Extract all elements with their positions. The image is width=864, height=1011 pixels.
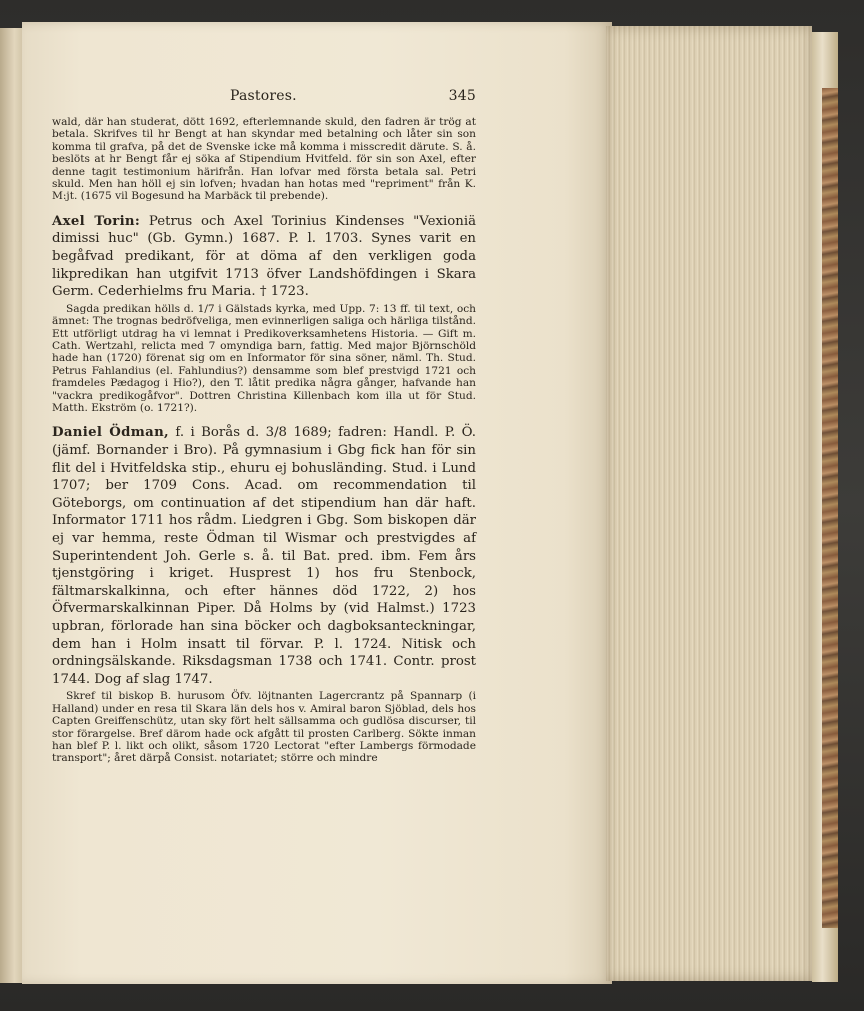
entry-daniel-odman [52, 424, 476, 688]
left-page-edge [0, 28, 24, 983]
entry-name: Daniel Ödman, [52, 425, 169, 441]
page-header [52, 88, 476, 104]
page-stack-edge [606, 26, 812, 981]
page-text [52, 88, 476, 765]
entry-note: Sagda predikan hölls d. 1/7 i Gälstads kyrka, med Upp. 7: 13 ff. til text, och ämnet: The trognas bedröfveliga, men evinnerligen saliga och härliga tilstånd. Ett utförligt utdrag ha vi lemnat i Predikoverksamhetens Historia. — Gift m. Cath. Wertzahl, relicta med 7 omyndiga barn, fattig. Med major Björnschöld hade han (1720) förenat sig om en Informator för sina söner, näml. Th. Stud. Petrus Fahlandius (el. Fahlundius?) densamme som blef prestvigd 1721 och framdeles Pædagog i Hio?), den T. låtit predika några gånger, hafvande han "vackra predikogåfvor". Dottren Christina Killenbach kom illa ut för Stud. Matth. Ekström (o. 1721?). [52, 302, 476, 415]
marbled-cover [822, 88, 838, 928]
entry-axel-torin [52, 213, 476, 301]
entry-name: Axel Torin: [52, 213, 141, 229]
entry-body: f. i Borås d. 3/8 1689; fadren: Handl. P. Ö. (jämf. Bornander i Bro). På gymnasium i Gbg fick han för sin flit del i Hvitfeldska stip., ehuru ej bohusländing. Stud. i Lund 1707; ber 1709 Cons. Acad. om recommendation til Göteborgs, om continuation af det stipendium han där haft. Informator 1711 hos rådm. Liedgren i Gbg. Som biskopen där ej var hemma, reste Ödman til Wismar och prestvigdes af Superintendent Joh. Gerle s. å. til Bat. pred. ibm. Fem års tjenstgöring i kriget. Husprest 1) hos fru Stenbock, fältmarskalkinna, och efter hännes död 1722, 2) hos Öfvermarskalkinnan Piper. Då Holms by (vid Halmst.) 1723 upbran, förlorade han sina böcker och dagboksanteckningar, dem han i Holm insatt til förvar. P. l. 1724. Nitisk och ordningsälskande. Riksdagsman 1738 och 1741. Contr. prost 1744. Dog af slag 1747. [52, 425, 476, 687]
running-title: Pastores. [230, 88, 297, 104]
page-number: 345 [448, 88, 476, 104]
entry-note: Skref til biskop B. hurusom Öfv. löjtnanten Lagercrantz på Spannarp (i Halland) under en resa til Skara län dels hos v. Amiral baron Sjöblad, dels hos Capten Greiffenschütz, utan sky fört helt sällsamma och gudlösa discurser, til stor förargelse. Bref därom hade ock afgått til prosten Carlberg. Sökte inman han blef P. l. likt och olikt, såsom 1720 Lectorat "efter Lambergs förmodade transport"; året därpå Consist. notariatet; större och mindre [52, 690, 476, 765]
entry-continuation: wald, där han studerat, dött 1692, efterlemnande skuld, den fadren är trög at betala. Skrifves til hr Bengt at han skyndar med betalning och låter sin son komma til grafva, på det de Svenske icke må komma i misscredit därute. S. å. beslöts at hr Bengt får ej söka af Stipendium Hvitfeld. för sin son Axel, efter denne tagit testimonium härifrån. Han lofvar med första betala sal. Petri skuld. Men han höll ej sin lofven; hvadan han hotas med "repriment" från K. M:jt. (1675 vil Bogesund ha Marbäck til prebende). [52, 116, 476, 203]
entry-body: Petrus och Axel Torinius Kindenses "Vexioniä dimissi huc" (Gb. Gymn.) 1687. P. l. 1703. Synes varit en begåfvad predikant, för at döma af den verkligen goda likpredikan han utgifvit 1713 öfver Landshöfdingen i Skara Germ. Cederhielms fru Maria. † 1723. [52, 213, 477, 300]
